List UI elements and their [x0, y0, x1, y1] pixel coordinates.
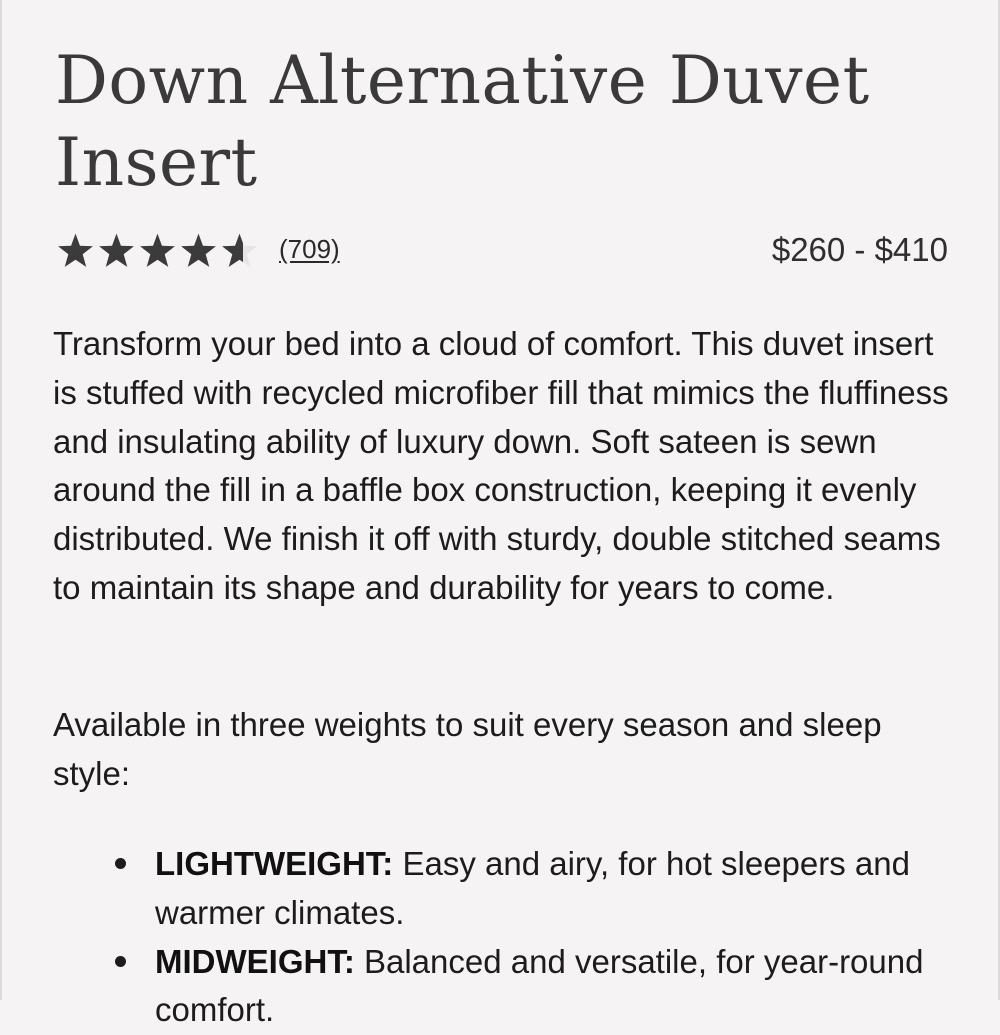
- weight-description: Balanced and versatile, for year-round comfort.: [155, 942, 924, 1029]
- product-description: Transform your bed into a cloud of comfort. This duvet insert is stuffed with recycled microfiber fill that mimics the fluffiness and insulating ability of luxury down. Soft sateen is sewn around the fill in a baffle box construction, keeping it evenly distributed. We finish it off with sturdy, double stitched seams to maintain its shape and durability for years to come.: [53, 325, 949, 606]
- bullet-icon: [115, 858, 126, 869]
- rating-row: [55, 228, 948, 274]
- star-icon: [178, 231, 219, 272]
- review-count-link[interactable]: (709): [279, 234, 340, 264]
- weight-name: MIDWEIGHT:: [155, 942, 355, 980]
- product-title: Down Alternative Duvet Insert: [55, 42, 870, 201]
- star-rating[interactable]: [55, 228, 260, 274]
- star-icon: [55, 231, 96, 272]
- weight-name: LIGHTWEIGHT:: [155, 845, 394, 882]
- list-item: [155, 840, 945, 938]
- price-range: $260 - $410: [771, 231, 948, 268]
- left-edge-divider: [0, 0, 2, 1000]
- availability-text: Available in three weights to suit every season and sleep style:: [53, 706, 882, 792]
- star-icon: [219, 231, 260, 272]
- bullet-icon: [115, 956, 126, 967]
- star-icon: [137, 231, 178, 272]
- list-item: [155, 938, 945, 1035]
- star-icon: [96, 231, 137, 272]
- weights-list: [155, 840, 945, 1035]
- weight-description: Easy and airy, for hot sleepers and warmer climates.: [155, 845, 910, 931]
